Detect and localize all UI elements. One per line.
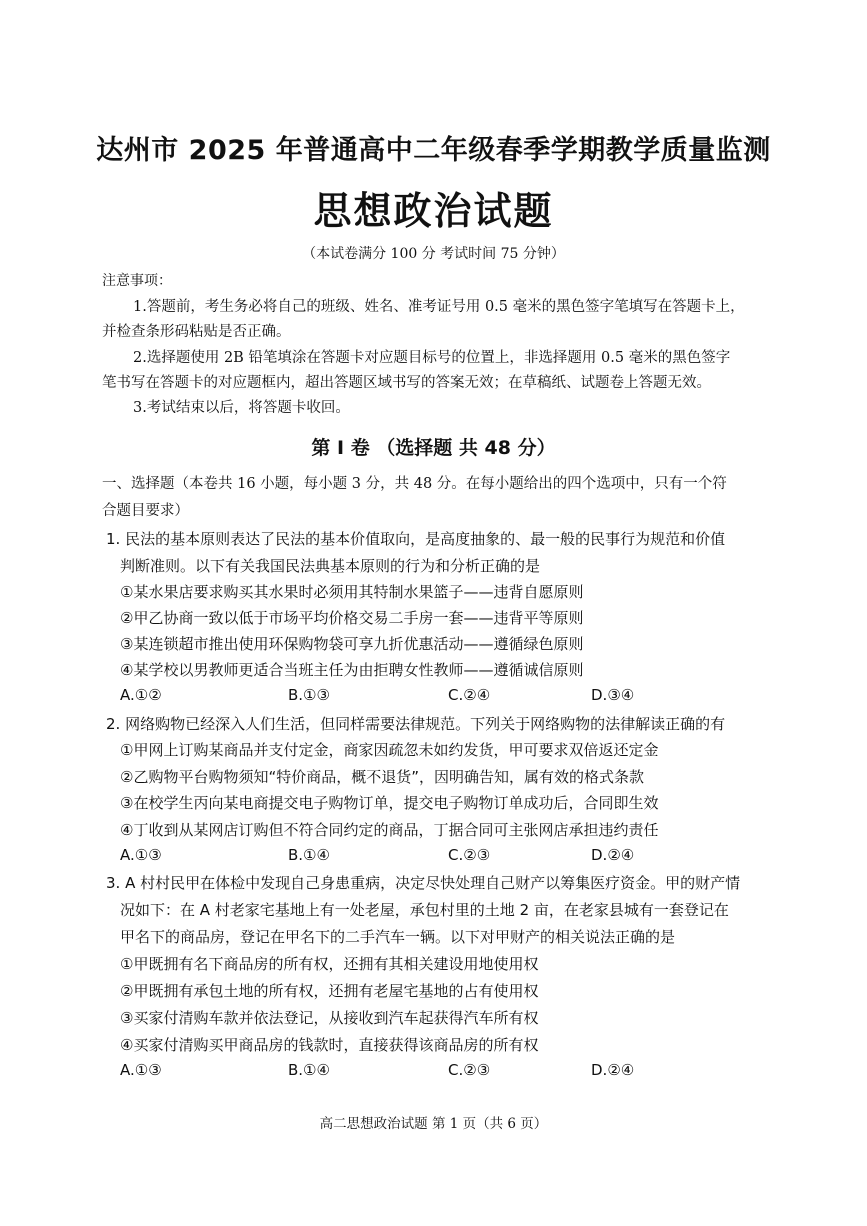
option-d: D.②④ bbox=[591, 1061, 635, 1079]
note-line: 笔书写在答题卡的对应题框内，超出答题区域书写的答案无效；在草稿纸、试题卷上答题无效。 bbox=[102, 375, 711, 391]
note-line: 2.选择题使用 2B 铅笔填涂在答题卡对应题目标号的位置上，非选择题用 0.5 毫米的黑色签字 bbox=[133, 350, 731, 366]
question-stem: 2. 网络购物已经深入人们生活，但同样需要法律规范。下列关于网络购物的法律解读正确的有 bbox=[106, 715, 726, 733]
question-statement: ①某水果店要求购买其水果时必须用其特制水果篮子——违背自愿原则 bbox=[120, 583, 584, 601]
note-line: 1.答题前，考生务必将自己的班级、姓名、准考证号用 0.5 毫米的黑色签字笔填写在答题卡上， bbox=[133, 299, 745, 315]
exam-header-title: 达州市 2025 年普通高中二年级春季学期教学质量监测 bbox=[96, 135, 771, 166]
question-stem: 判断准则。以下有关我国民法典基本原则的行为和分析正确的是 bbox=[120, 557, 541, 575]
question-statement: ②甲既拥有承包土地的所有权，还拥有老屋宅基地的占有使用权 bbox=[120, 982, 539, 1000]
option-c: C.②③ bbox=[448, 846, 491, 864]
question-statement: ④某学校以男教师更适合当班主任为由拒聘女性教师——遵循诚信原则 bbox=[120, 661, 584, 679]
question-statement: ①甲既拥有名下商品房的所有权，还拥有其相关建设用地使用权 bbox=[120, 955, 539, 973]
notes-heading: 注意事项： bbox=[102, 273, 172, 289]
question-statement: ②甲乙协商一致以低于市场平均价格交易二手房一套——违背平等原则 bbox=[120, 609, 584, 627]
question-statement: ③在校学生丙向某电商提交电子购物订单，提交电子购物订单成功后，合同即生效 bbox=[120, 794, 659, 812]
option-c: C.②④ bbox=[448, 686, 491, 704]
question-stem: 甲名下的商品房，登记在甲名下的二手汽车一辆。以下对甲财产的相关说法正确的是 bbox=[120, 928, 676, 946]
page-footer: 高二思想政治试题 第 1 页（共 6 页） bbox=[319, 1116, 548, 1132]
section-instruction: 一、选择题（本卷共 16 小题，每小题 3 分，共 48 分。在每小题给出的四个选项中，只有一个符 bbox=[102, 476, 727, 492]
question-statement: ②乙购物平台购物须知“特价商品，概不退货”，因明确告知，属有效的格式条款 bbox=[120, 768, 644, 786]
option-a: A.①② bbox=[120, 686, 162, 704]
option-b: B.①④ bbox=[288, 1061, 330, 1079]
section-title: 第 I 卷 （选择题 共 48 分） bbox=[311, 437, 556, 459]
section-instruction: 合题目要求） bbox=[102, 503, 189, 519]
option-d: D.②④ bbox=[591, 846, 635, 864]
option-c: C.②③ bbox=[448, 1061, 491, 1079]
option-b: B.①④ bbox=[288, 846, 330, 864]
option-a: A.①③ bbox=[120, 846, 162, 864]
note-line: 3.考试结束以后，将答题卡收回。 bbox=[133, 400, 350, 416]
subject-title: 思想政治试题 bbox=[313, 188, 554, 233]
question-statement: ④丁收到从某网店订购但不符合同约定的商品，丁据合同可主张网店承担违约责任 bbox=[120, 821, 659, 839]
question-statement: ③某连锁超市推出使用环保购物袋可享九折优惠活动——遵循绿色原则 bbox=[120, 635, 584, 653]
question-stem: 1. 民法的基本原则表达了民法的基本价值取向，是高度抽象的、最一般的民事行为规范和价值 bbox=[106, 530, 726, 548]
option-b: B.①③ bbox=[288, 686, 330, 704]
question-statement: ④买家付清购买甲商品房的钱款时，直接获得该商品房的所有权 bbox=[120, 1036, 539, 1054]
question-statement: ③买家付清购车款并依法登记，从接收到汽车起获得汽车所有权 bbox=[120, 1009, 539, 1027]
exam-info: （本试卷满分 100 分 考试时间 75 分钟） bbox=[302, 246, 565, 262]
note-line: 并检查条形码粘贴是否正确。 bbox=[102, 324, 291, 340]
question-stem: 3. A 村村民甲在体检中发现自己身患重病，决定尽快处理自己财产以筹集医疗资金。甲的财产情 bbox=[106, 874, 741, 892]
question-stem: 况如下：在 A 村老家宅基地上有一处老屋，承包村里的土地 2 亩，在老家县城有一套登记在 bbox=[120, 901, 729, 919]
question-statement: ①甲网上订购某商品并支付定金，商家因疏忽未如约发货，甲可要求双倍返还定金 bbox=[120, 741, 659, 759]
option-d: D.③④ bbox=[591, 686, 635, 704]
option-a: A.①③ bbox=[120, 1061, 162, 1079]
